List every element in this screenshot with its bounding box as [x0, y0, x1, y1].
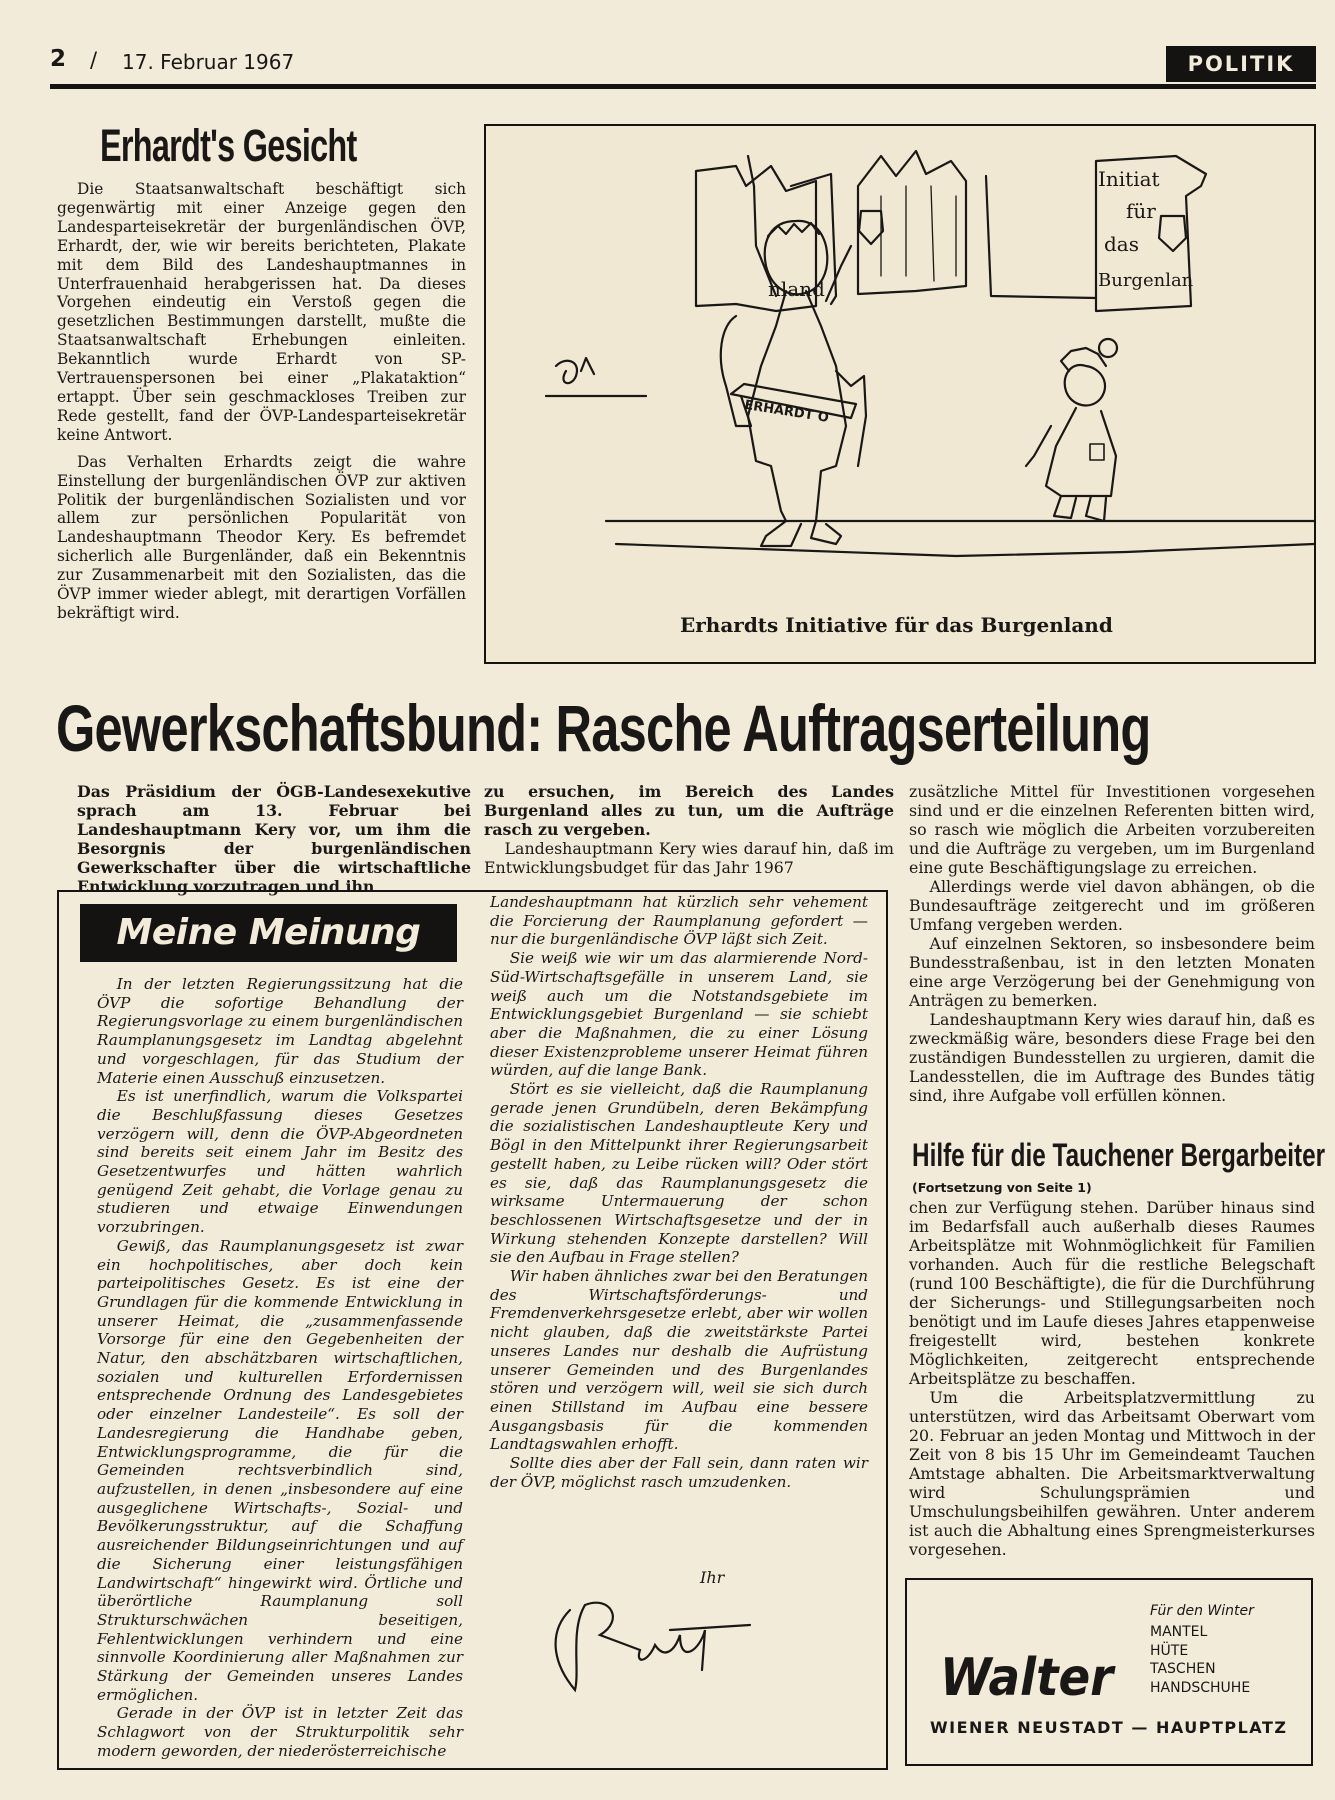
- article-paragraph: Landeshauptmann Kery wies darauf hin, daß im Entwicklungsbudget für das Jahr 1967: [484, 839, 894, 877]
- opinion-title: Meine Meinung: [80, 904, 457, 962]
- ad-item: HANDSCHUHE: [1150, 1679, 1251, 1696]
- page-number: 2: [50, 46, 67, 72]
- cartoon-drawing: [486, 126, 1314, 662]
- issue-date: 17. Februar 1967: [122, 50, 295, 74]
- poster-text-right: Initiat: [1098, 167, 1160, 191]
- continuation-note: (Fortsetzung von Seite 1): [912, 1180, 1092, 1195]
- article-column: [909, 1198, 1315, 1559]
- poster-text-right: Burgenlan: [1098, 270, 1194, 291]
- poster-text-right: das: [1104, 232, 1139, 256]
- article-body: [57, 180, 466, 623]
- opinion-column: [97, 975, 463, 1761]
- opinion-paragraph: Landeshauptmann hat kürzlich sehr vehement die Forcierung der Raumplanung gefordert — nur die burgenländische ÖVP läßt sich Zeit.: [490, 893, 868, 949]
- poster-text-right: für: [1126, 199, 1156, 223]
- ad-tagline: Für den Winter: [1150, 1603, 1254, 1619]
- child-figure: [1065, 365, 1105, 405]
- coat-of-arms-icon: [859, 211, 883, 244]
- ad-item-list: [1150, 1623, 1250, 1697]
- article-lead: zu ersuchen, im Bereich des Landes Burgenland alles zu tun, um die Aufträge rasch zu vergeben.: [484, 782, 894, 839]
- opinion-column: [490, 893, 868, 1492]
- article-lead: Das Präsidium der ÖGB-Landesexekutive sprach am 13. Februar bei Landeshauptmann Kery vor, um ihm die Besorgnis der burgenländischen Gewerkschafter über die wirtschaftliche Entwicklung vorzutragen und ihn: [77, 782, 471, 896]
- artist-signature: [546, 358, 646, 396]
- article-paragraph: Das Verhalten Erhardts zeigt die wahre Einstellung der burgenländischen ÖVP zur aktiven Politik der burgenländischen Sozialisten und vor allem zur persönlichen Popularität von Landeshauptmann Theodor Kery. Es befremdet sicherlich alle Burgenländer, daß ein Bekenntnis zur Zusammenarbeit mit den Sozialisten, das die ÖVP immer wieder ablegt, mit derartigen Vorfällen bekräftigt wird.: [57, 452, 466, 622]
- article-column: [909, 782, 1315, 1105]
- ad-brand: Walter: [940, 1648, 1114, 1708]
- ad-item: TASCHEN: [1150, 1661, 1216, 1677]
- sash-label: ERHARDT O: [743, 397, 830, 426]
- opinion-paragraph: Gerade in der ÖVP ist in letzter Zeit das Schlagwort von der Strukturpolitik sehr modern geworden, der niederösterreichische: [97, 1704, 463, 1760]
- cartoon-caption: Erhardts Initiative für das Burgenland: [680, 613, 1113, 637]
- article-headline: Hilfe für die Tauchener Bergarbeiter: [912, 1137, 1326, 1173]
- header-separator: /: [90, 48, 98, 72]
- article-paragraph: Auf einzelnen Sektoren, so insbesondere beim Bundesstraßenbau, ist in den letzten Monaten eine arge Verzögerung bei der Genehmigung von Anträgen zu bemerken.: [909, 934, 1315, 1010]
- opinion-paragraph: Wir haben ähnliches zwar bei den Beratungen des Wirtschaftsförderungs- und Fremdenverkehrsgesetze erlebt, aber wir wollen nicht glauben, daß die zweitstärkste Partei unseres Landes nur deshalb die Aufrüstung unserer Gemeinden und des Burgenlandes stören und verzögern will, weil sie sich durch einen Stillstand im Aufbau eine bessere Ausgangsbasis für die kommenden Landtagswahlen erhofft.: [490, 1267, 868, 1454]
- header-rule: [50, 84, 1316, 89]
- opinion-paragraph: Es ist unerfindlich, warum die Volkspartei die Beschlußfassung dieses Gesetzes verzögern will, denn die ÖVP-Abgeordneten sind bereits seit einem Jahr im Besitz des Gesetzentwurfes und hätten wahrlich genügend Zeit gehabt, die Vorlage genau zu studieren und etwaige Einwendungen vorzubringen.: [97, 1087, 463, 1237]
- coat-of-arms-icon: [1159, 216, 1186, 251]
- article-paragraph: Um die Arbeitsplatzvermittlung zu unterstützen, wird das Arbeitsamt Oberwart vom 20. Februar an jeden Montag und Mittwoch in der Zeit von 8 bis 15 Uhr im Gemeindeamt Tauchen Amtstage abhalten. Die Arbeitsmarktverwaltung wird Schulungsprämien und Umschulungsbeihilfen gewähren. Unter anderem ist auch die Abhaltung eines Sprengmeisterkurses vorgesehen.: [909, 1388, 1315, 1559]
- article-paragraph: zusätzliche Mittel für Investitionen vorgesehen sind und er die einzelnen Referenten bitten wird, so rasch wie möglich die Arbeiten vorzubereiten und die Aufträge zu vergeben, um im Burgenland eine gute Beschäftigungslage zu erreichen.: [909, 782, 1315, 877]
- opinion-paragraph: Sie weiß wie wir um das alarmierende Nord-Süd-Wirtschaftsgefälle in unserem Land, sie weiß auch um die Notstandsgebiete im Entwicklungsgebiet Burgenland — sie schiebt aber die Maßnahmen, die zu einer Lösung dieser Existenzprobleme unserer Heimat führen würden, auf die lange Bank.: [490, 949, 868, 1080]
- opinion-paragraph: Gewiß, das Raumplanungsgesetz ist zwar ein hochpolitisches, aber doch kein parteipolitisches Gesetz. Es ist eine der Grundlagen für die kommende Entwicklung in unserer Heimat, die „zusammenfassende Vorsorge für eine den Gegebenheiten der Natur, den abschätzbaren wirtschaftlichen, sozialen und kulturellen Erfordernissen entsprechende Ordnung des Landesgebietes oder einzelner Landesteile“. Es soll der Landesregierung die Handhabe geben, Entwicklungsprogramme, die für die Gemeinden rechtsverbindlich sind, aufzustellen, in denen „insbesondere auf eine ausgeglichene Wirtschafts-, Sozial- und Bevölkerungsstruktur, auf die Schaffung ausreichender Bildungseinrichtungen und auf die Sicherung einer leistungsfähigen Landwirtschaft“ hingewirkt wird. Örtliche und überörtliche Raumplanung soll Strukturschwächen beseitigen, Fehlentwicklungen verhindern und eine sinnvolle Koordinierung aller Maßnahmen zur Stärkung der Gemeinden unseres Landes ermöglichen.: [97, 1236, 463, 1704]
- ad-item: MANTEL: [1150, 1624, 1208, 1640]
- handwritten-signature: [530, 1590, 760, 1710]
- article-column: [484, 782, 894, 877]
- opinion-paragraph: Stört es sie vielleicht, daß die Raumplanung gerade jenen Grundübeln, deren Bekämpfung die sozialistischen Landeshauptleute Kery und Bögl in den Mittelpunkt ihrer Regierungsarbeit gestellt haben, zu Leibe rücken will? Oder stört es sie, daß das Raumplanungsgesetz die wirksame Untermauerung der schon beschlossenen Wirtschaftsgesetze und der in Wirkung stehenden Konzepte darstellen? Will sie den Aufbau in Frage stellen?: [490, 1080, 868, 1267]
- cartoon-frame: [484, 124, 1316, 664]
- opinion-paragraph: In der letzten Regierungssitzung hat die ÖVP die sofortige Behandlung der Regierungsvorlage zu einem burgenländischen Raumplanungsgesetz im Landtag abgelehnt und vorgeschlagen, für das Studium der Materie einen Ausschuß einzusetzen.: [97, 975, 463, 1087]
- article-paragraph: Landeshauptmann Kery wies darauf hin, daß es zweckmäßig wäre, besonders diese Frage bei den zuständigen Bundesstellen zu urgieren, damit die Landesstellen, die im Auftrage des Bundes tätig sind, ihre Aufgabe voll erfüllen können.: [909, 1010, 1315, 1105]
- article-paragraph: Die Staatsanwaltschaft beschäftigt sich gegenwärtig mit einer Anzeige gegen den Landesparteisekretär der burgenländischen ÖVP, Erhardt, der, wie wir bereits berichteten, Plakate mit dem Bild des Landeshauptmannes in Unterfrauenhaid herabgerissen hat. Da dieses Vorgehen eindeutig ein Verstoß gegen die gesetzlichen Bestimmungen darstellt, mußte die Staatsanwaltschaft Erhebungen einleiten. Bekanntlich wurde Erhardt von SP-Vertrauenspersonen bei einer „Plakataktion“ ertappt. Über sein geschmackloses Treiben zur Rede gestellt, fand der ÖVP-Landesparteisekretär keine Antwort.: [57, 180, 466, 444]
- opinion-paragraph: Sollte dies aber der Fall sein, dann raten wir der ÖVP, möglichst rasch umzudenken.: [490, 1454, 868, 1491]
- article-headline: Gewerkschaftsbund: Rasche Auftragserteilung: [56, 691, 1151, 765]
- poster-text-left: nland: [768, 277, 825, 301]
- article-paragraph: chen zur Verfügung stehen. Darüber hinaus sind im Bedarfsfall auch außerhalb dieses Raumes Arbeitsplätze mit Wohnmöglichkeit für Familien vorhanden. Auch für die restliche Belegschaft (rund 100 Beschäftigte), die für die Durchführung der Sicherungs- und Stillegungsarbeiten noch benötigt und im Laufe dieses Jahres etappenweise freigestellt wird, bestehen konkrete Möglichkeiten, zeitgerecht entsprechende Arbeitsplätze zu beschaffen.: [909, 1198, 1315, 1388]
- article-paragraph: Allerdings werde viel davon abhängen, ob die Bundesaufträge zeitgerecht und im größeren Umfang vergeben werden.: [909, 877, 1315, 934]
- article-headline: Erhardt's Gesicht: [100, 120, 357, 171]
- ad-address: WIENER NEUSTADT — HAUPTPLATZ: [930, 1718, 1288, 1737]
- section-rubric: POLITIK: [1166, 46, 1316, 82]
- ad-item: HÜTE: [1150, 1642, 1189, 1659]
- opinion-signoff: Ihr: [700, 1568, 725, 1587]
- torn-poster-middle: [858, 151, 966, 294]
